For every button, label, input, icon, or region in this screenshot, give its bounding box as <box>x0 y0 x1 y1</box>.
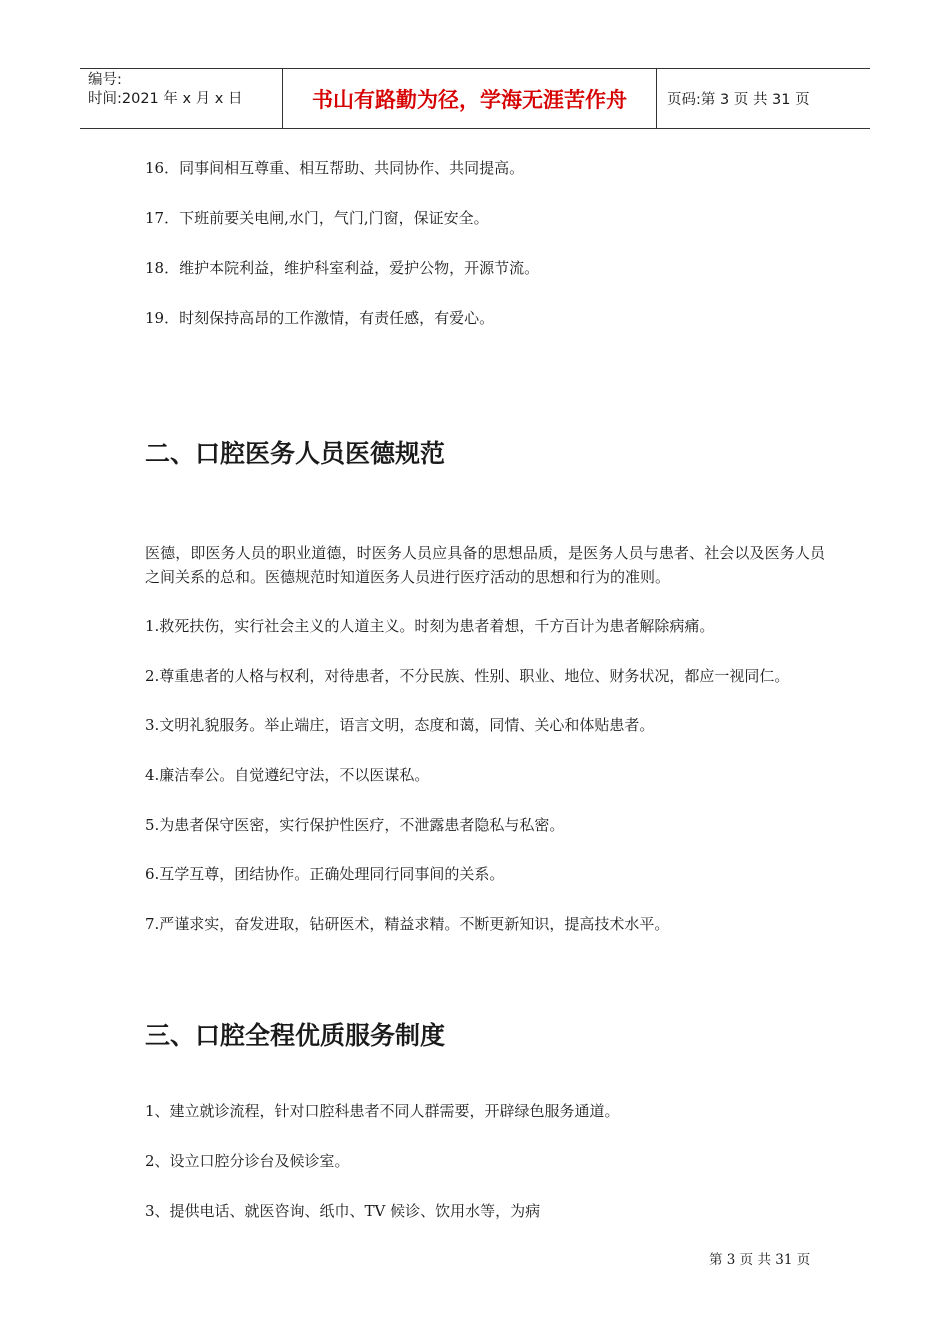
list-item: 7.严谨求实，奋发进取，钻研医术，精益求精。不断更新知识，提高技术水平。 <box>145 915 670 933</box>
list-item: 4.廉洁奉公。自觉遵纪守法，不以医谋私。 <box>145 766 430 784</box>
list-item: 17．下班前要关电闸,水门，气门,门窗，保证安全。 <box>145 209 489 227</box>
list-item: 18．维护本院利益，维护科室利益，爱护公物，开源节流。 <box>145 259 540 277</box>
page-footer: 第 3 页 共 31 页 <box>709 1252 811 1268</box>
number-label: 编号: <box>88 72 122 88</box>
header-motto: 书山有路勤为径，学海无涯苦作舟 <box>282 69 657 128</box>
list-item: 5.为患者保守医密，实行保护性医疗，不泄露患者隐私与私密。 <box>145 816 565 834</box>
section-heading: 三、口腔全程优质服务制度 <box>145 1021 446 1050</box>
time-label: 时间:2021 年 x 月 x 日 <box>88 91 243 107</box>
list-item: 16．同事间相互尊重、相互帮助、共同协作、共同提高。 <box>145 159 525 177</box>
section-heading: 二、口腔医务人员医德规范 <box>145 439 446 468</box>
list-item: 3.文明礼貌服务。举止端庄，语言文明，态度和蔼，同情、关心和体贴患者。 <box>145 716 655 734</box>
list-item: 1、建立就诊流程，针对口腔科患者不同人群需要，开辟绿色服务通道。 <box>145 1102 620 1120</box>
list-item: 2、设立口腔分诊台及候诊室。 <box>145 1152 350 1170</box>
list-item: 1.救死扶伤，实行社会主义的人道主义。时刻为患者着想，千方百计为患者解除病痛。 <box>145 617 715 635</box>
header-page-info: 页码:第 3 页 共 31 页 <box>667 92 810 108</box>
section-intro: 医德，即医务人员的职业道德，时医务人员应具备的思想品质，是医务人员与患者、社会以及医务人员之间关系的总和。医德规范时知道医务人员进行医疗活动的思想和行为的准则。 <box>145 544 825 586</box>
page-header <box>80 68 870 129</box>
header-meta <box>80 69 282 128</box>
list-item: 2.尊重患者的人格与权利，对待患者，不分民族、性别、职业、地位、财务状况，都应一视同仁。 <box>145 667 790 685</box>
list-item: 19．时刻保持高昂的工作激情，有责任感，有爱心。 <box>145 309 495 327</box>
list-item: 3、提供电话、就医咨询、纸巾、TV 候诊、饮用水等，为病 <box>145 1202 541 1220</box>
list-item: 6.互学互尊，团结协作。正确处理同行同事间的关系。 <box>145 865 505 883</box>
